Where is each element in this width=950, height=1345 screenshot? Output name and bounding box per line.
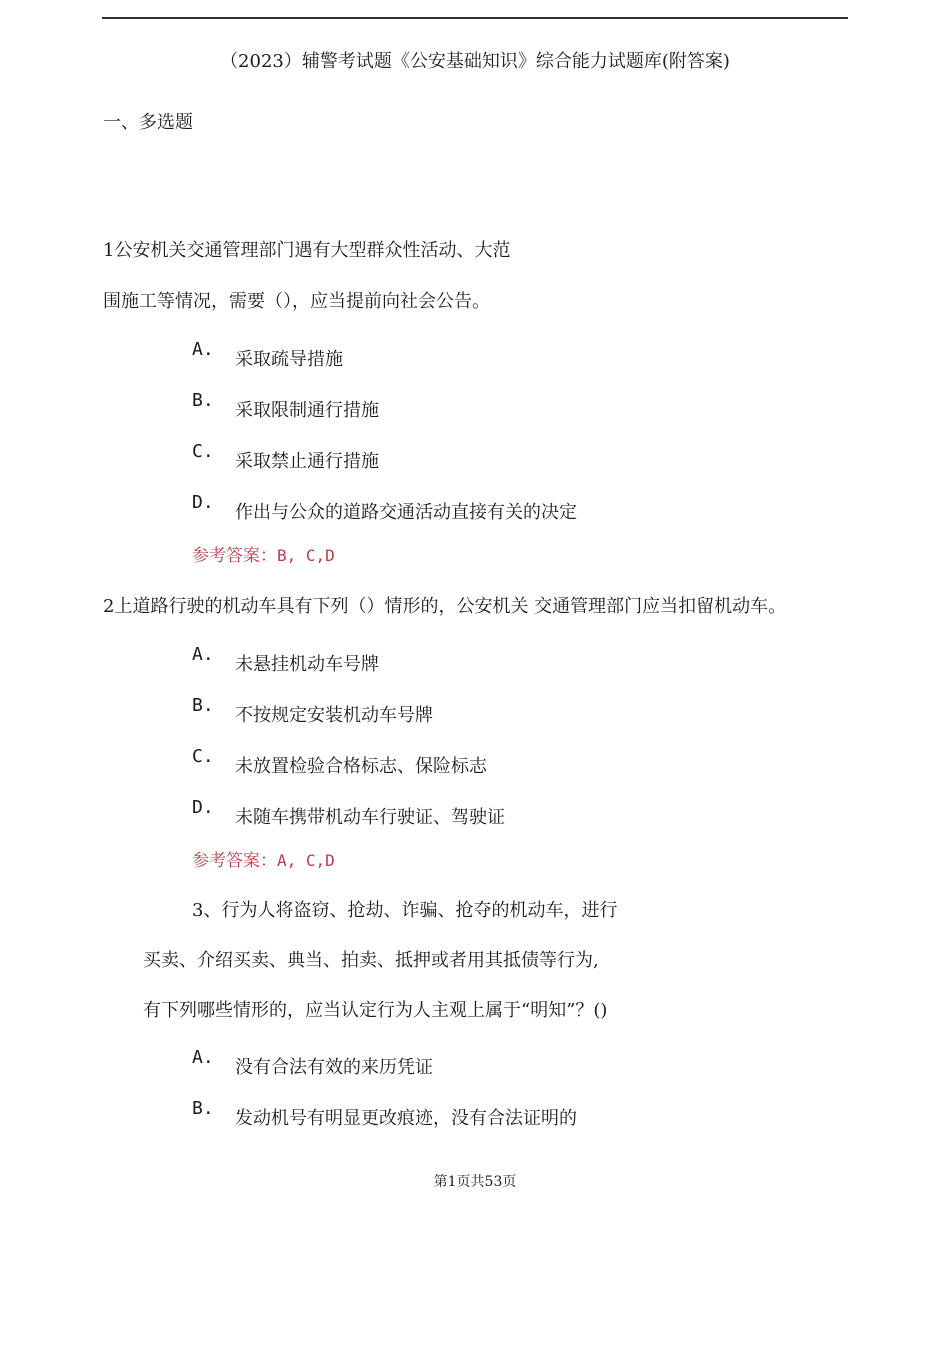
option-text: 采取限制通行措施	[235, 400, 379, 421]
page-footer: 第1页共53页	[433, 1174, 517, 1190]
option-text: 没有合法有效的来历凭证	[235, 1057, 433, 1078]
option-letter: B.	[192, 1098, 214, 1119]
document-title: （2023）辅警考试题《公安基础知识》综合能力试题库(附答案)	[220, 51, 730, 72]
option-text: 未随车携带机动车行驶证、驾驶证	[235, 807, 505, 828]
question-2-answer	[192, 846, 335, 871]
option-letter: A.	[192, 339, 214, 360]
option-text: 采取疏导措施	[235, 349, 343, 370]
question-3-line-3: 有下列哪些情形的，应当认定行为人主观上属于“明知”？()	[143, 1000, 608, 1021]
question-3-line-2: 买卖、介绍买卖、典当、拍卖、抵押或者用其抵债等行为,	[143, 950, 599, 971]
option-letter: C.	[192, 746, 214, 767]
question-3-line-1: 3、行为人将盗窃、抢劫、诈骗、抢夺的机动车，进行	[192, 900, 618, 921]
question-1-line-1: 1公安机关交通管理部门遇有大型群众性活动、大范	[103, 240, 511, 261]
option-letter: B.	[192, 390, 214, 411]
answer-label: 参考答案：	[192, 851, 277, 871]
option-text: 作出与公众的道路交通活动直接有关的决定	[235, 502, 577, 523]
option-text: 发动机号有明显更改痕迹，没有合法证明的	[235, 1108, 577, 1129]
option-text: 不按规定安装机动车号牌	[235, 705, 433, 726]
option-letter: A.	[192, 644, 214, 665]
section-heading: 一、多选题	[103, 112, 193, 133]
top-rule	[102, 17, 848, 19]
question-2-line-1: 2上道路行驶的机动车具有下列（）情形的，公安机关 交通管理部门应当扣留机动车。	[103, 596, 787, 617]
option-letter: D.	[192, 797, 214, 818]
question-1-line-2: 围施工等情况，需要（），应当提前向社会公告。	[103, 291, 490, 312]
option-text: 采取禁止通行措施	[235, 451, 379, 472]
answer-value: A, C,D	[277, 851, 335, 870]
option-text: 未放置检验合格标志、保险标志	[235, 756, 487, 777]
option-letter: B.	[192, 695, 214, 716]
option-letter: D.	[192, 492, 214, 513]
answer-label: 参考答案：	[192, 546, 277, 566]
option-letter: A.	[192, 1047, 214, 1068]
answer-value: B, C,D	[277, 546, 335, 565]
option-letter: C.	[192, 441, 214, 462]
question-1-answer	[192, 541, 335, 566]
option-text: 未悬挂机动车号牌	[235, 654, 379, 675]
